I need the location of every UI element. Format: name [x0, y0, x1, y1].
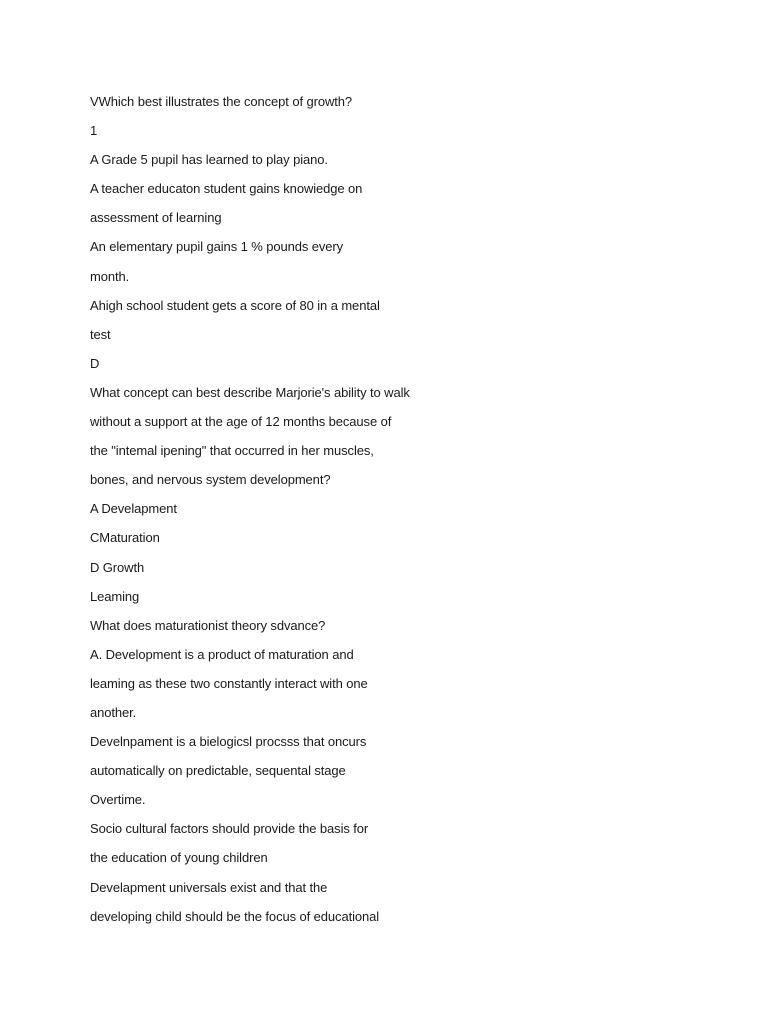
text-line: Socio cultural factors should provide the basis for — [90, 821, 369, 837]
text-line: VWhich best illustrates the concept of growth? — [90, 94, 353, 109]
text-line: developing child should be the focus of educational — [90, 908, 380, 924]
text-line: Ahigh school student gets a score of 80 in a mental — [90, 297, 380, 313]
text-line: the education of young children — [90, 850, 268, 866]
text-line: test — [90, 326, 111, 342]
text-line: assessment of learning — [90, 210, 222, 226]
text-line: without a support at the age of 12 months because of — [90, 414, 392, 430]
text-line: D — [90, 355, 100, 371]
text-line: A. Development is a product of maturation and — [90, 646, 354, 662]
text-line: bones, and nervous system development? — [90, 472, 331, 488]
text-line: A teacher educaton student gains knowiedge on — [90, 181, 363, 197]
text-line: What does maturationist theory sdvance? — [90, 617, 326, 633]
text-line: the "intemal ipening" that occurred in her muscles, — [90, 443, 374, 459]
document-text — [90, 92, 730, 936]
text-line: Overtime. — [90, 792, 146, 808]
text-line: A Develapment — [90, 501, 177, 517]
text-line: What concept can best describe Marjorie's ability to walk — [90, 384, 410, 400]
text-line: Leaming — [90, 588, 140, 604]
text-line: 1 — [90, 123, 98, 139]
text-line: An elementary pupil gains 1 % pounds every — [90, 239, 344, 255]
text-line: CMaturation — [90, 530, 160, 546]
text-line: D Growth — [90, 559, 145, 575]
text-line: month. — [90, 268, 130, 284]
text-line: Develapment universals exist and that the — [90, 879, 328, 895]
text-line: automatically on predictable, sequental stage — [90, 763, 346, 779]
text-line: leaming as these two constantly interact with one — [90, 675, 368, 691]
text-line: A Grade 5 pupil has learned to play piano. — [90, 152, 328, 168]
text-line: Develnpament is a bielogicsl procsss that oncurs — [90, 734, 367, 750]
text-line: another. — [90, 704, 137, 720]
